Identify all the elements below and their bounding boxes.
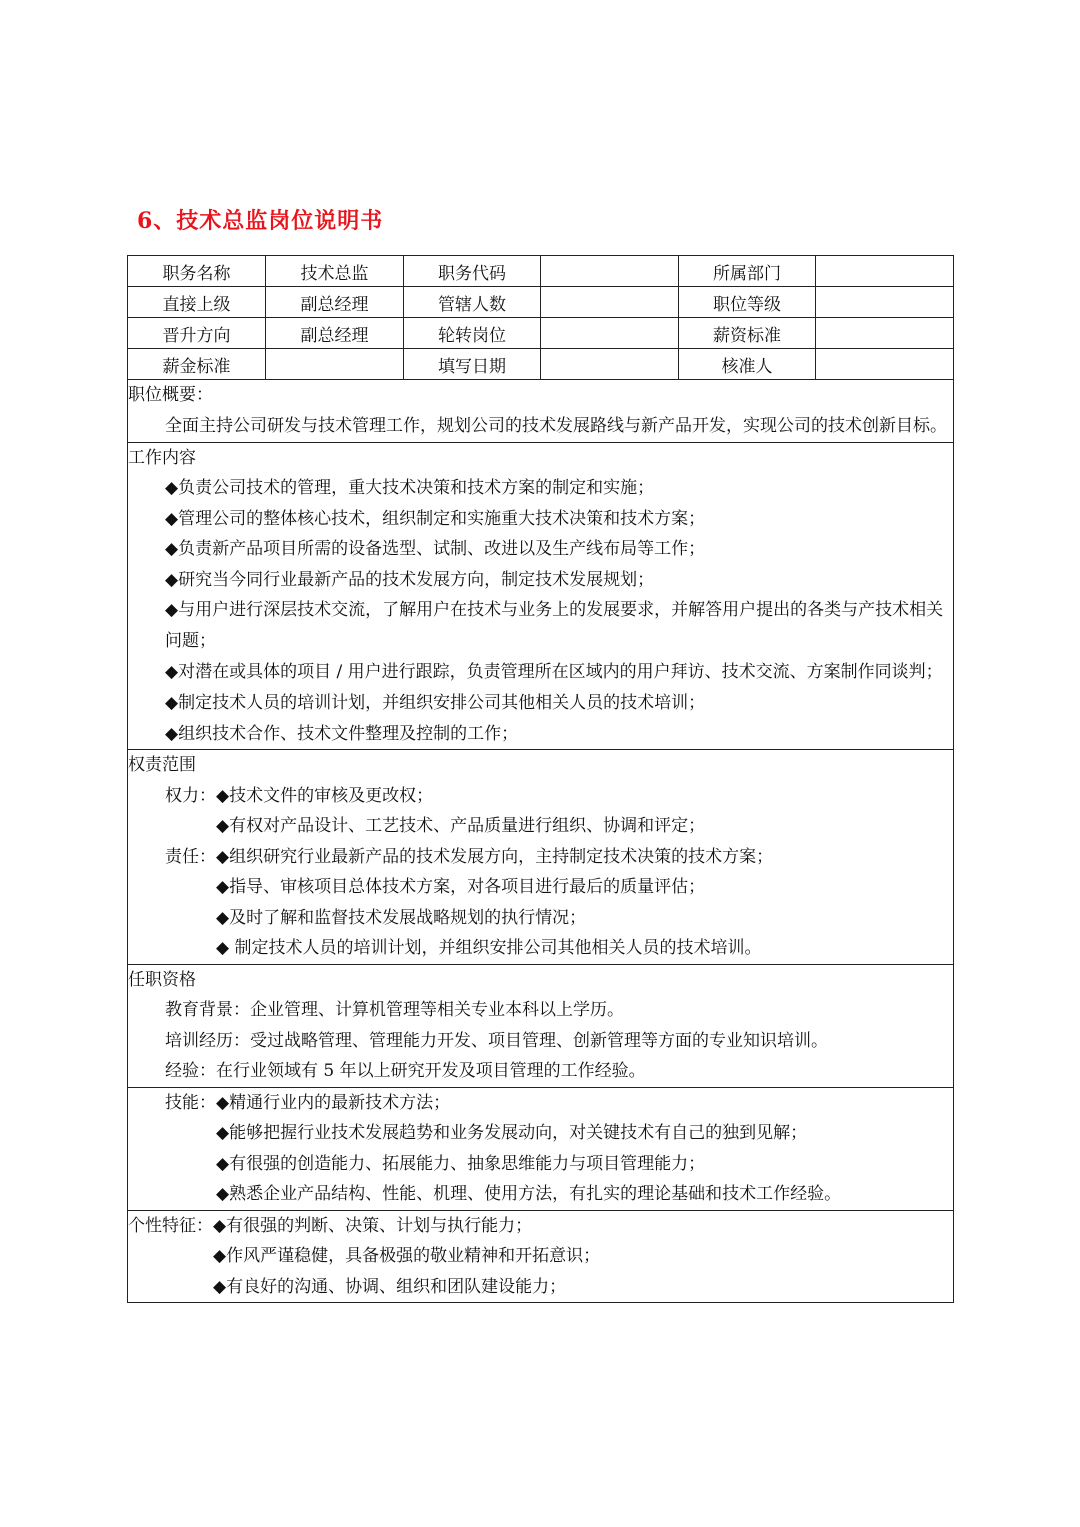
- personality-list: [128, 1211, 953, 1303]
- qualification-heading: 任职资格: [128, 969, 196, 990]
- personality-text: ◆有良好的沟通、协调、组织和团队建设能力；: [213, 1276, 567, 1297]
- field-label-cell: 职务名称: [128, 256, 266, 287]
- work-list: [128, 473, 953, 749]
- skill-item: [128, 1149, 953, 1180]
- field-value-cell: 技术总监: [266, 256, 404, 287]
- skill-item: [128, 1088, 953, 1119]
- work-item: ◆组织技术合作、技术文件整理及控制的工作；: [165, 723, 519, 744]
- personality-item: [128, 1211, 953, 1242]
- personality-section: [128, 1210, 954, 1303]
- work-item: ◆管理公司的整体核心技术，组织制定和实施重大技术决策和技术方案；: [165, 508, 706, 529]
- work-item: ◆制定技术人员的培训计划，并组织安排公司其他相关人员的技术培训；: [165, 693, 706, 713]
- personality-item: [128, 1241, 953, 1272]
- overview-heading: 职位概要：: [128, 385, 213, 405]
- skill-item: [128, 1179, 953, 1210]
- personality-item: [128, 1272, 953, 1303]
- work-item: ◆与用户进行深层技术交流，了解用户在技术与业务上的发展要求，并解答用户提出的各类与产技术相关问题；: [165, 600, 944, 651]
- field-label-cell: 所属部门: [679, 256, 816, 287]
- field-value-cell: [266, 349, 404, 380]
- field-label-cell: 填写日期: [404, 349, 541, 380]
- skill-text: ◆熟悉企业产品结构、性能、机理、使用方法，有扎实的理论基础和技术工作经验。: [216, 1184, 842, 1204]
- work-section: [128, 442, 954, 750]
- overview-text: 全面主持公司研发与技术管理工作，规划公司的技术发展路线与新产品开发，实现公司的技术创新目标。: [165, 415, 947, 436]
- skill-text: ◆能够把握行业技术发展趋势和业务发展动向，对关键技术有自己的独到见解；: [216, 1123, 808, 1143]
- power-item: [128, 781, 953, 812]
- personality-label: 个性特征：: [128, 1215, 213, 1236]
- duty-item: [128, 903, 953, 934]
- power-label: 权力：: [165, 785, 216, 806]
- field-label-cell: 职务代码: [404, 256, 541, 287]
- authority-section: [128, 750, 954, 965]
- duty-label: 责任：: [165, 846, 216, 867]
- duty-item: [128, 933, 953, 964]
- field-value-cell: [816, 256, 954, 287]
- qualification-list: [128, 995, 953, 1087]
- power-item: [128, 811, 953, 842]
- authority-list: [128, 781, 953, 964]
- field-value-cell: [541, 256, 679, 287]
- duty-item: [128, 872, 953, 903]
- field-value-cell: [541, 287, 679, 318]
- header-row: [128, 287, 954, 318]
- field-value-cell: 副总经理: [266, 318, 404, 349]
- job-description-table: [127, 255, 954, 1303]
- qualification-item: 经验：在行业领域有 5 年以上研究开发及项目管理的工作经验。: [165, 1061, 646, 1081]
- header-row: [128, 349, 954, 380]
- skill-text: ◆有很强的创造能力、拓展能力、抽象思维能力与项目管理能力；: [216, 1153, 706, 1174]
- field-label-cell: 核准人: [679, 349, 816, 380]
- power-text: ◆技术文件的审核及更改权；: [216, 785, 434, 806]
- page-title: 6、技术总监岗位说明书: [137, 208, 384, 234]
- field-value-cell: [541, 349, 679, 380]
- work-item: ◆研究当今同行业最新产品的技术发展方向，制定技术发展规划；: [165, 569, 655, 590]
- power-text: ◆有权对产品设计、工艺技术、产品质量进行组织、协调和评定；: [216, 816, 706, 836]
- field-label-cell: 管辖人数: [404, 287, 541, 318]
- qualification-item: 教育背景：企业管理、计算机管理等相关专业本科以上学历。: [165, 1000, 624, 1020]
- field-value-cell: 副总经理: [266, 287, 404, 318]
- work-item: ◆负责新产品项目所需的设备选型、试制、改进以及生产线布局等工作；: [165, 539, 706, 559]
- field-label-cell: 薪资标准: [679, 318, 816, 349]
- field-value-cell: [816, 318, 954, 349]
- header-row: [128, 318, 954, 349]
- qualification-item: 培训经历：受过战略管理、管理能力开发、项目管理、创新管理等方面的专业知识培训。: [165, 1030, 828, 1051]
- duty-item: [128, 842, 953, 873]
- skill-item: [128, 1118, 953, 1149]
- work-item: ◆负责公司技术的管理，重大技术决策和技术方案的制定和实施；: [165, 478, 655, 498]
- skills-section: [128, 1087, 954, 1210]
- field-label-cell: 薪金标准: [128, 349, 266, 380]
- duty-text: ◆指导、审核项目总体技术方案，对各项目进行最后的质量评估；: [216, 877, 706, 897]
- field-label-cell: 晋升方向: [128, 318, 266, 349]
- header-grid: [128, 256, 954, 380]
- skills-list: [128, 1088, 953, 1210]
- work-item: ◆对潜在或具体的项目 / 用户进行跟踪，负责管理所在区域内的用户拜访、技术交流、方案制作同谈判；: [165, 662, 943, 682]
- personality-text: ◆有很强的判断、决策、计划与执行能力；: [213, 1215, 533, 1236]
- overview-section: [128, 380, 954, 443]
- qualification-section: [128, 964, 954, 1087]
- field-value-cell: [816, 287, 954, 318]
- field-label-cell: 职位等级: [679, 287, 816, 318]
- personality-text: ◆作风严谨稳健，具备极强的敬业精神和开拓意识；: [213, 1246, 601, 1266]
- header-row: [128, 256, 954, 287]
- field-value-cell: [541, 318, 679, 349]
- skill-text: ◆精通行业内的最新技术方法；: [216, 1092, 451, 1113]
- duty-text: ◆ 制定技术人员的培训计划，并组织安排公司其他相关人员的技术培训。: [216, 938, 762, 958]
- field-label-cell: 直接上级: [128, 287, 266, 318]
- field-value-cell: [816, 349, 954, 380]
- duty-text: ◆组织研究行业最新产品的技术发展方向，主持制定技术决策的技术方案；: [216, 846, 774, 867]
- work-heading: 工作内容: [128, 447, 196, 468]
- authority-heading: 权责范围: [128, 755, 196, 775]
- field-label-cell: 轮转岗位: [404, 318, 541, 349]
- skill-label: 技能：: [165, 1092, 216, 1113]
- duty-text: ◆及时了解和监督技术发展战略规划的执行情况；: [216, 907, 587, 928]
